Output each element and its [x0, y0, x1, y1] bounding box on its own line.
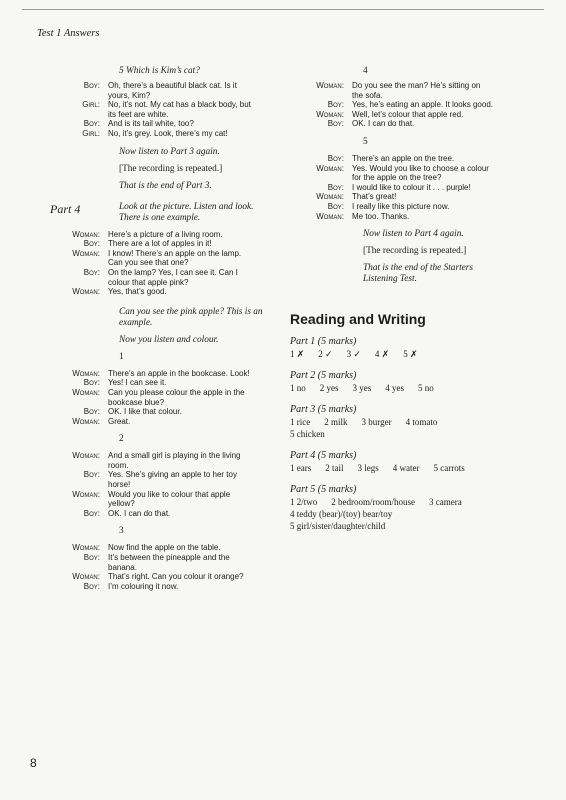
part4-instruction: Look at the picture. Listen and look. [119, 201, 254, 212]
dialogue-line [290, 110, 536, 120]
left-column [46, 66, 284, 591]
dialogue-line [46, 417, 284, 427]
answer-item: 1 ears [290, 463, 312, 474]
recording-repeated: [The recording is repeated.] [119, 163, 223, 174]
dialogue-line [46, 388, 284, 398]
section-heading-reading-writing: Reading and Writing [290, 311, 426, 328]
dialogue-line [46, 470, 284, 480]
dialogue-line [46, 81, 284, 91]
dialogue-line [290, 202, 536, 212]
dialogue-text: Now find the apple on the table. [108, 543, 221, 553]
answer-item: 4 water [392, 463, 420, 474]
speaker-label: Woman: [72, 387, 100, 397]
rw-part1-title: Part 1 (5 marks) [290, 336, 357, 348]
dialogue-line [290, 119, 536, 129]
dialogue-text: Well, let’s colour that apple red. [352, 109, 464, 119]
speaker-label [46, 563, 108, 573]
dialogue-line [46, 239, 284, 249]
rw-part1-answers [290, 348, 536, 360]
speaker-label: Woman: [72, 287, 100, 297]
dialogue-text: yellow? [108, 499, 135, 509]
speaker-label: Girl: [82, 128, 100, 138]
question-number: 3 [119, 526, 124, 537]
rw-part3-title: Part 3 (5 marks) [290, 404, 357, 416]
dialogue-text: I’m colouring it now. [108, 581, 179, 591]
dialogue-text: colour that apple pink? [108, 277, 189, 287]
dialogue-5 [290, 154, 536, 221]
speaker-label: Boy: [327, 182, 344, 192]
dialogue-text: There’s an apple on the tree. [352, 153, 455, 163]
dialogue-2 [46, 451, 284, 518]
speaker-label: Woman: [72, 248, 100, 258]
dialogue-line [46, 230, 284, 240]
speaker-label: Girl: [82, 100, 100, 110]
rw-part4-answers [290, 462, 536, 474]
speaker-label [46, 398, 108, 408]
dialogue-text: Great. [108, 416, 131, 426]
dialogue-line [290, 212, 536, 222]
dialogue-line [46, 490, 284, 500]
answer-item: 4 tomato [405, 417, 438, 428]
dialogue-text: I really like this picture now. [352, 201, 450, 211]
speaker-label [46, 258, 108, 268]
dialogue-text: And is its tail white, too? [108, 119, 194, 129]
listen-colour-instruction: Now you listen and colour. [119, 334, 219, 345]
speaker-label: Woman: [72, 572, 100, 582]
dialogue-line [290, 173, 536, 183]
dialogue-line [46, 572, 284, 582]
dialogue-line [46, 407, 284, 417]
rw-part4-title: Part 4 (5 marks) [290, 450, 357, 462]
answer-item: 3 camera [429, 497, 462, 508]
dialogue-text: Can you please colour the apple in the [108, 387, 245, 397]
rw-part5-title: Part 5 (5 marks) [290, 484, 357, 496]
rw-part5-answer-5: 5 girl/sister/daughter/child [290, 521, 386, 532]
dialogue-text: No, it’s grey. Look, there’s my cat! [108, 128, 228, 138]
pink-apple-note-2: example. [119, 317, 153, 328]
q5-title: 5 Which is Kim’s cat? [119, 66, 200, 76]
speaker-label: Boy: [83, 553, 100, 563]
answer-item: 4 yes [385, 383, 404, 394]
dialogue-line [46, 287, 284, 297]
top-rule [22, 9, 544, 10]
dialogue-text: horse! [108, 480, 131, 490]
dialogue-text: Yes. She’s giving an apple to her toy [108, 470, 237, 480]
dialogue-line [46, 278, 284, 288]
answer-item: 3 burger [361, 417, 392, 428]
answer-item: 3 legs [357, 463, 379, 474]
dialogue-text: OK. I can do that. [108, 508, 171, 518]
speaker-label [46, 91, 108, 101]
rw-part2-answers [290, 382, 536, 394]
running-head: Test 1 Answers [37, 28, 100, 39]
dialogue-line [46, 398, 284, 408]
speaker-label: Woman: [316, 211, 344, 221]
dialogue-line [46, 582, 284, 592]
listen-part3: Now listen to Part 3 again. [119, 146, 220, 157]
part4-label: Part 4 [50, 201, 81, 216]
rw-part2-title: Part 2 (5 marks) [290, 370, 357, 382]
dialogue-line [290, 100, 536, 110]
rw-part3-answers [290, 416, 536, 428]
speaker-label: Woman: [72, 489, 100, 499]
dialogue-line [290, 164, 536, 174]
dialogue-text: Yes, he’s eating an apple. It looks good. [352, 100, 493, 110]
dialogue-text: Me too. Thanks. [352, 211, 410, 221]
dialogue-text: Can you see that one? [108, 258, 189, 268]
speaker-label: Boy: [83, 581, 100, 591]
right-column [290, 66, 536, 532]
dialogue-text: No, it’s not. My cat has a black body, but [108, 100, 251, 110]
dialogue-text: There are a lot of apples in it! [108, 239, 212, 249]
dialogue-line [290, 81, 536, 91]
dialogue-line [46, 553, 284, 563]
question-number: 5 [363, 136, 368, 147]
dialogue-line [46, 91, 284, 101]
answer-item: 3 ✓ [346, 349, 361, 360]
answer-item: 1 rice [290, 417, 311, 428]
dialogue-line [46, 249, 284, 259]
dialogue-text: That’s right. Can you colour it orange? [108, 572, 244, 582]
question-number: 4 [363, 66, 368, 76]
dialogue-line [46, 509, 284, 519]
dialogue-text: for the apple on the tree? [352, 173, 442, 183]
speaker-label: Boy: [327, 153, 344, 163]
rw-part5-answer-4: 4 teddy (bear)/(toy) bear/toy [290, 509, 393, 520]
dialogue-text: its feet are white. [108, 109, 169, 119]
speaker-label: Boy: [83, 81, 100, 90]
answer-item: 1 ✗ [290, 349, 305, 360]
listen-part4: Now listen to Part 4 again. [363, 229, 464, 240]
dialogue-4 [290, 81, 536, 129]
dialogue-text: OK. I like that colour. [108, 407, 182, 417]
dialogue-text: room. [108, 460, 129, 470]
dialogue-text: It’s between the pineapple and the [108, 553, 230, 563]
dialogue-text: Would you like to colour that apple [108, 489, 231, 499]
question-number: 1 [119, 351, 124, 362]
speaker-label: Boy: [83, 119, 100, 129]
dialogue-text: Yes, that’s good. [108, 287, 167, 297]
speaker-label: Woman: [316, 163, 344, 173]
answer-item: 1 no [290, 383, 306, 394]
dialogue-line [46, 100, 284, 110]
example-dialogue [46, 230, 284, 297]
dialogue-line [46, 268, 284, 278]
dialogue-text: There’s an apple in the bookcase. Look! [108, 368, 250, 378]
dialogue-3 [46, 543, 284, 591]
dialogue-line [290, 154, 536, 164]
speaker-label: Woman: [72, 543, 100, 553]
speaker-label: Boy: [83, 470, 100, 480]
dialogue-line [46, 110, 284, 120]
pink-apple-note: Can you see the pink apple? This is an [119, 306, 263, 317]
dialogue-text: banana. [108, 562, 137, 572]
dialogue-line [46, 563, 284, 573]
speaker-label: Boy: [327, 201, 344, 211]
dialogue-text: That’s great! [352, 192, 397, 202]
speaker-label [46, 110, 108, 120]
rw-part3-answer-5: 5 chicken [290, 429, 325, 440]
dialogue-text: I know! There’s an apple on the lamp. [108, 248, 242, 258]
speaker-label: Woman: [72, 451, 100, 461]
speaker-label: Woman: [72, 368, 100, 378]
question-number: 2 [119, 434, 124, 445]
dialogue-text: On the lamp? Yes, I can see it. Can I [108, 267, 238, 277]
speaker-label: Woman: [72, 229, 100, 239]
speaker-label: Boy: [327, 119, 344, 129]
dialogue-text: the sofa. [352, 90, 383, 100]
speaker-label [290, 173, 352, 183]
dialogue-text: Here’s a picture of a living room. [108, 229, 223, 239]
speaker-label: Woman: [316, 81, 344, 90]
rw-part5-answers [290, 496, 536, 508]
answer-item: 2 ✓ [318, 349, 333, 360]
dialogue-text: bookcase blue? [108, 397, 165, 407]
dialogue-line [46, 451, 284, 461]
dialogue-text: And a small girl is playing in the living [108, 451, 241, 461]
speaker-label [46, 278, 108, 288]
dialogue-line [46, 499, 284, 509]
speaker-label: Boy: [327, 100, 344, 110]
answer-item: 2 yes [319, 383, 339, 394]
dialogue-line [46, 543, 284, 553]
dialogue-line [46, 480, 284, 490]
dialogue-line [290, 192, 536, 202]
answer-item: 2 tail [325, 463, 344, 474]
speaker-label: Woman: [316, 109, 344, 119]
dialogue-line [290, 91, 536, 101]
dialogue-text: yours, Kim? [108, 90, 151, 100]
part4-example-note: There is one example. [119, 212, 201, 223]
answer-item: 3 yes [352, 383, 372, 394]
answer-item: 5 no [418, 383, 434, 394]
recording-repeated: [The recording is repeated.] [363, 246, 467, 257]
answer-item: 2 bedroom/room/house [331, 497, 416, 508]
speaker-label: Boy: [83, 407, 100, 417]
dialogue-line [46, 461, 284, 471]
q5-dialogue [46, 81, 284, 139]
speaker-label [290, 91, 352, 101]
dialogue-line [46, 378, 284, 388]
end-of-test-2: Listening Test. [363, 274, 417, 285]
dialogue-line [46, 119, 284, 129]
dialogue-text: Do you see the man? He’s sitting on [352, 81, 481, 90]
speaker-label: Boy: [83, 239, 100, 249]
dialogue-line [46, 258, 284, 268]
dialogue-line [46, 129, 284, 139]
answer-item: 5 carrots [433, 463, 465, 474]
speaker-label: Boy: [83, 267, 100, 277]
dialogue-1 [46, 369, 284, 427]
page-number: 8 [30, 756, 37, 770]
dialogue-text: Oh, there’s a beautiful black cat. Is it [108, 81, 237, 90]
answer-item: 5 ✗ [403, 349, 418, 360]
dialogue-text: Yes! I can see it. [108, 378, 167, 388]
end-part3: That is the end of Part 3. [119, 180, 212, 191]
dialogue-text: I would like to colour it . . . purple! [352, 182, 471, 192]
dialogue-line [46, 369, 284, 379]
speaker-label: Boy: [83, 378, 100, 388]
answer-item: 1 2/two [290, 497, 318, 508]
speaker-label: Woman: [72, 416, 100, 426]
dialogue-text: Yes. Would you like to choose a colour [352, 163, 489, 173]
speaker-label [46, 461, 108, 471]
end-of-test: That is the end of the Starters [363, 263, 474, 274]
dialogue-line [290, 183, 536, 193]
speaker-label: Woman: [316, 192, 344, 202]
answer-item: 2 milk [324, 417, 348, 428]
dialogue-text: OK. I can do that. [352, 119, 415, 129]
speaker-label: Boy: [83, 508, 100, 518]
speaker-label [46, 499, 108, 509]
speaker-label [46, 480, 108, 490]
answer-item: 4 ✗ [374, 349, 390, 360]
